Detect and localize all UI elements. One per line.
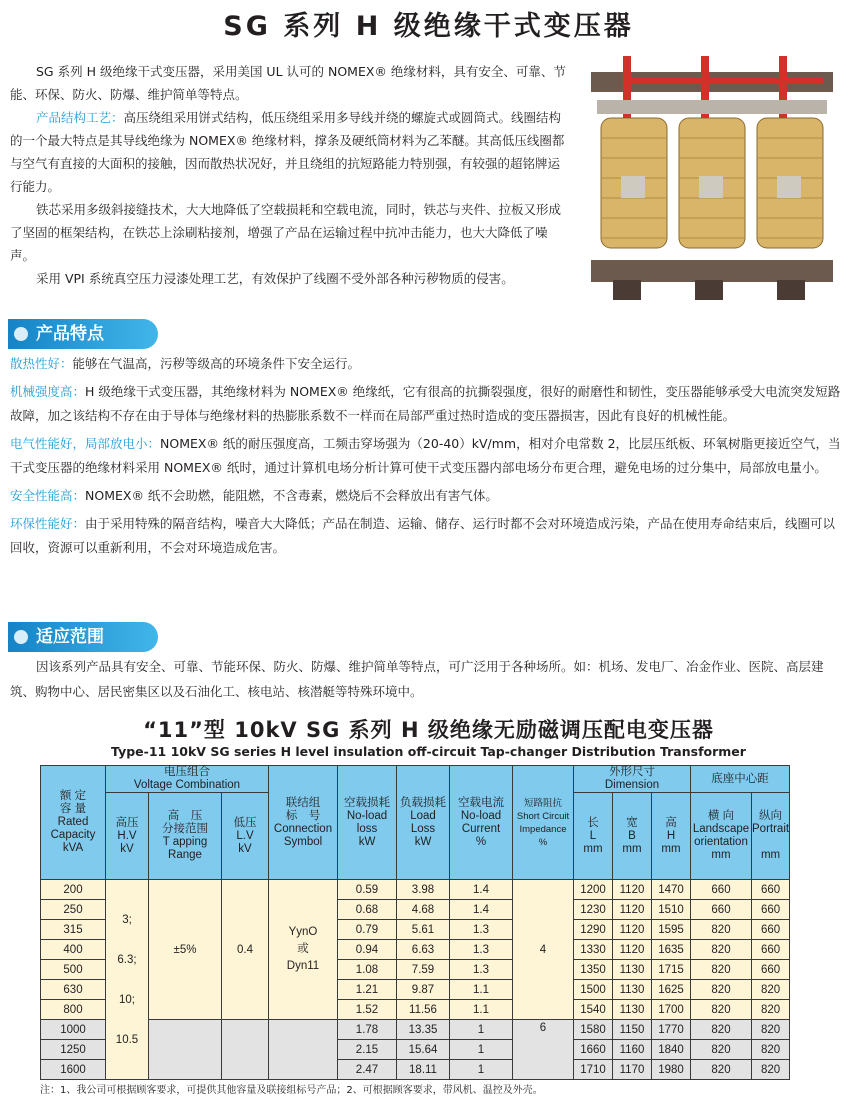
table-cell: 0.79 — [338, 920, 397, 940]
table-cell: 500 — [41, 960, 106, 980]
table-cell: 1715 — [652, 960, 691, 980]
table-cell: 6.63 — [397, 940, 450, 960]
col-noload-current: 空载电流 No-load Current % — [450, 766, 513, 880]
table-cell: 5.61 — [397, 920, 450, 940]
table-cell: 1 — [450, 1040, 513, 1060]
feature-item: 安全性能高：NOMEX® 纸不会助燃，能阻燃，不含毒素，燃烧后不会释放出有害气体。 — [10, 488, 498, 503]
table-cell: 1.52 — [338, 1000, 397, 1020]
table-cell: 820 — [752, 1000, 790, 1020]
table-cell: 1.3 — [450, 940, 513, 960]
table-cell: 2.47 — [338, 1060, 397, 1080]
col-dimension: 外形尺寸 Dimension — [574, 766, 691, 793]
bullet-icon — [14, 630, 28, 644]
table-cell: 660 — [691, 900, 752, 920]
table-cell: 250 — [41, 900, 106, 920]
page-title: SG 系列 H 级绝缘干式变压器 — [223, 11, 634, 42]
table-cell: 820 — [691, 960, 752, 980]
table-cell: 1120 — [613, 880, 652, 900]
section-header-scope: 适应范围 — [8, 622, 158, 652]
table-cell: 1710 — [574, 1060, 613, 1080]
table-cell: 1595 — [652, 920, 691, 940]
table-cell: 1.4 — [450, 880, 513, 900]
table-cell: 660 — [752, 960, 790, 980]
tap-cell-empty — [149, 1020, 222, 1080]
table-cell: 1130 — [613, 980, 652, 1000]
table-cell: 1200 — [574, 880, 613, 900]
table-cell: 1510 — [652, 900, 691, 920]
table-cell: 200 — [41, 880, 106, 900]
col-hv: 高压 H.V kV — [106, 793, 149, 880]
col-length: 长 L mm — [574, 793, 613, 880]
table-cell: 660 — [752, 940, 790, 960]
table-cell: 820 — [752, 980, 790, 1000]
table-note: 注：1、我公司可根据顾客要求，可提供其他容量及联接组标号产品；2、可根据顾客要求，带风机、温控及外壳。 — [40, 1085, 543, 1096]
table-cell: 0.68 — [338, 900, 397, 920]
col-landscape: 横 向 Landscape orientation mm — [691, 793, 752, 880]
table-cell: 1000 — [41, 1020, 106, 1040]
features-list — [10, 352, 847, 560]
col-height: 高 H mm — [652, 793, 691, 880]
col-width: 宽 B mm — [613, 793, 652, 880]
table-cell: 820 — [752, 1040, 790, 1060]
bullet-icon — [14, 327, 28, 341]
col-lv: 低压 L.V kV — [222, 793, 269, 880]
table-row — [41, 880, 790, 900]
lv-cell-empty — [222, 1020, 269, 1080]
feature-item: 电气性能好，局部放电小：NOMEX® 纸的耐压强度高，工频击穿场强为（20-40）kV/mm，相对介电常数 2，比层压纸板、环氧树脂更接近空气，当干式变压器的绝缘材料采用 NOMEX® 纸时，通过计算机电场分析计算可使干式变压器内部电场分布更合理，避免电场的过分集中，局部放电量小。 — [10, 436, 841, 475]
tap-cell: ±5% — [149, 880, 222, 1020]
table-cell: 1635 — [652, 940, 691, 960]
table-cell: 1540 — [574, 1000, 613, 1020]
connection-cell-empty — [269, 1020, 338, 1080]
table-cell: 660 — [752, 900, 790, 920]
table-cell: 1330 — [574, 940, 613, 960]
table-cell: 1160 — [613, 1040, 652, 1060]
table-cell: 820 — [691, 940, 752, 960]
table-cell: 315 — [41, 920, 106, 940]
table-cell: 1120 — [613, 940, 652, 960]
scope-text: 因该系列产品具有安全、可靠、节能环保、防火、防爆、维护简单等特点，可广泛用于各种场所。如：机场、发电厂、冶金作业、医院、高层建筑、购物中心、居民密集区以及石油化工、核电站、核潜艇等特殊环境中。 — [10, 659, 824, 699]
connection-cell: YynO 或 Dyn11 — [269, 880, 338, 1020]
col-impedance: 短路阻抗 Short Circuit Impedance % — [513, 766, 574, 880]
table-cell: 1600 — [41, 1060, 106, 1080]
feature-item: 环保性能好：由于采用特殊的隔音结构，噪音大大降低；产品在制造、运输、储存、运行时都不会对环境造成污染，产品在使用寿命结束后，线圈可以回收，资源可以重新利用，不会对环境造成危害。 — [10, 516, 836, 555]
table-cell: 11.56 — [397, 1000, 450, 1020]
table-cell: 1660 — [574, 1040, 613, 1060]
section-header-features: 产品特点 — [8, 319, 158, 349]
table-cell: 1.1 — [450, 980, 513, 1000]
table-title: “11”型 10kV SG 系列 H 级绝缘无励磁调压配电变压器 — [143, 718, 714, 742]
table-cell: 1980 — [652, 1060, 691, 1080]
table-cell: 820 — [691, 920, 752, 940]
table-cell: 1580 — [574, 1020, 613, 1040]
table-cell: 660 — [691, 880, 752, 900]
transformer-photo — [583, 48, 841, 306]
table-cell: 2.15 — [338, 1040, 397, 1060]
table-cell: 1470 — [652, 880, 691, 900]
table-cell: 630 — [41, 980, 106, 1000]
col-capacity: 额 定 容 量 Rated Capacity kVA — [41, 766, 106, 880]
table-cell: 3.98 — [397, 880, 450, 900]
table-cell: 1.3 — [450, 960, 513, 980]
col-tap: 高 压 分接范围 T apping Range — [149, 793, 222, 880]
table-cell: 1.4 — [450, 900, 513, 920]
table-cell: 1290 — [574, 920, 613, 940]
table-row — [41, 1020, 790, 1040]
lv-cell: 0.4 — [222, 880, 269, 1020]
table-cell: 1.21 — [338, 980, 397, 1000]
table-cell: 820 — [691, 1000, 752, 1020]
intro-paragraph: 铁芯采用多级斜接缝技术，大大地降低了空载损耗和空载电流，同时，铁芯与夹件、拉板又形成了坚固的框架结构，在铁芯上涂刷粘接剂，增强了产品在运输过程中抗冲击能力，也大大降低了噪声。 — [10, 202, 562, 263]
table-cell: 4.68 — [397, 900, 450, 920]
intro-paragraph: 采用 VPI 系统真空压力浸漆处理工艺，有效保护了线圈不受外部各种污秽物质的侵害。 — [36, 271, 514, 286]
col-connection: 联结组 标 号 Connection Symbol — [269, 766, 338, 880]
table-cell: 1150 — [613, 1020, 652, 1040]
table-cell: 13.35 — [397, 1020, 450, 1040]
intro-paragraph: 产品结构工艺：高压绕组采用饼式结构，低压绕组采用多导线并绕的螺旋式或圆筒式。线圈结构的一个最大特点是其导线绝缘为 NOMEX® 绝缘材料，撑条及硬纸筒材料为乙苯醚。其高低压线圈都与空气有直接的大面积的接触，因而散热状况好，并且绕组的抗短路能力特别强，有较强的超铭牌运行能力。 — [10, 110, 565, 194]
table-cell: 1 — [450, 1060, 513, 1080]
table-cell: 15.64 — [397, 1040, 450, 1060]
table-cell: 1625 — [652, 980, 691, 1000]
table-cell: 1770 — [652, 1020, 691, 1040]
feature-item: 机械强度高：H 级绝缘干式变压器，其绝缘材料为 NOMEX® 绝缘纸，它有很高的抗撕裂强度，很好的耐磨性和韧性，变压器能够承受大电流突发短路故障，加之该结构不存在由于导体与绝缘材料的热膨胀系数不一样而在局部严重过热时造成的变压器损害，因此有良好的机械性能。 — [10, 384, 841, 423]
table-cell: 1170 — [613, 1060, 652, 1080]
table-cell: 820 — [752, 1020, 790, 1040]
col-load-loss: 负载损耗 Load Loss kW — [397, 766, 450, 880]
col-voltage: 电压组合 Voltage Combination — [106, 766, 269, 793]
table-cell: 0.59 — [338, 880, 397, 900]
table-cell: 7.59 — [397, 960, 450, 980]
table-cell: 1230 — [574, 900, 613, 920]
table-cell: 820 — [752, 1060, 790, 1080]
table-cell: 660 — [752, 880, 790, 900]
table-cell: 660 — [752, 920, 790, 940]
intro-paragraph: SG 系列 H 级绝缘干式变压器，采用美国 UL 认可的 NOMEX® 绝缘材料，具有安全、可靠、节能、环保、防火、防爆、维护简单等特点。 — [10, 64, 566, 102]
table-cell: 1500 — [574, 980, 613, 1000]
table-cell: 820 — [691, 1020, 752, 1040]
table-cell: 1.1 — [450, 1000, 513, 1020]
table-cell: 1350 — [574, 960, 613, 980]
col-portrait: 纵向 Portrait mm — [752, 793, 790, 880]
table-cell: 18.11 — [397, 1060, 450, 1080]
table-cell: 1250 — [41, 1040, 106, 1060]
table-cell: 9.87 — [397, 980, 450, 1000]
table-cell: 1.3 — [450, 920, 513, 940]
table-cell: 1120 — [613, 900, 652, 920]
impedance-cell: 6 — [513, 1020, 574, 1080]
table-cell: 1130 — [613, 1000, 652, 1020]
table-subtitle: Type-11 10kV SG series H level insulation off-circuit Tap-changer Distribution Transformer — [111, 744, 746, 759]
table-cell: 1 — [450, 1020, 513, 1040]
feature-item: 散热性好：能够在气温高，污秽等级高的环境条件下安全运行。 — [10, 356, 361, 371]
table-cell: 1130 — [613, 960, 652, 980]
col-base: 底座中心距 — [691, 766, 790, 793]
table-cell: 820 — [691, 1040, 752, 1060]
table-cell: 820 — [691, 1060, 752, 1080]
table-cell: 820 — [691, 980, 752, 1000]
table-cell: 800 — [41, 1000, 106, 1020]
table-cell: 1.78 — [338, 1020, 397, 1040]
hv-cell: 3; 6.3; 10; 10.5 — [106, 880, 149, 1080]
impedance-cell: 4 — [513, 880, 574, 1020]
table-cell: 400 — [41, 940, 106, 960]
table-cell: 1.08 — [338, 960, 397, 980]
table-cell: 1700 — [652, 1000, 691, 1020]
col-noload-loss: 空载损耗 No-load loss kW — [338, 766, 397, 880]
table-cell: 1840 — [652, 1040, 691, 1060]
intro-text — [10, 60, 572, 290]
spec-table — [40, 765, 790, 1080]
table-cell: 1120 — [613, 920, 652, 940]
table-cell: 0.94 — [338, 940, 397, 960]
